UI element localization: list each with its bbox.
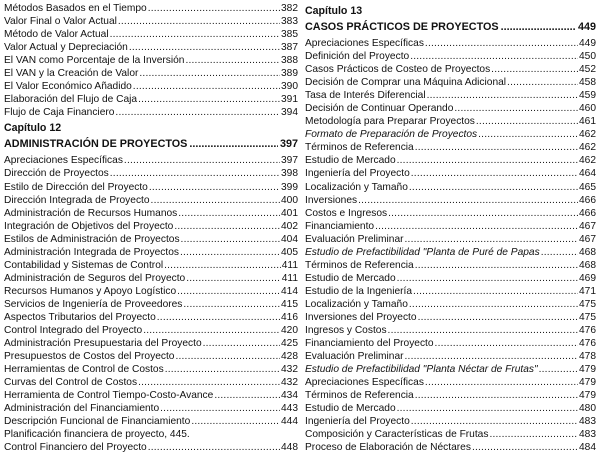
toc-entry-title: Ingresos y Costos [305,325,387,337]
toc-entry[interactable] [4,80,298,93]
chapter-12-entries [4,154,298,454]
toc-entry-page: 388 [281,55,298,67]
toc-entry-page: 411 [281,259,298,271]
toc-entry[interactable] [305,37,596,50]
toc-entry-page: 483 [579,429,596,441]
toc-entry-title: Planificación financiera de proyecto, 445. [4,429,190,441]
dot-leader [410,50,578,63]
toc-entry-page: 479 [579,364,596,376]
toc-entry-title: Metodología para Preparar Proyectos [305,116,475,128]
toc-entry-title: Ingeniería del Proyecto [305,416,410,428]
toc-entry-page: 469 [579,272,596,284]
toc-entry-title: Apreciaciones Específicas [305,38,424,49]
toc-entry[interactable] [4,272,298,285]
toc-entry[interactable] [4,106,298,119]
toc-entry[interactable] [4,233,298,246]
toc-entry-title: Costos e Ingresos [305,207,388,219]
toc-entry[interactable] [4,41,298,54]
toc-entry[interactable] [305,415,596,428]
toc-entry-title: Estilos de Administración de Proyectos [4,233,180,245]
dot-leader [454,102,578,115]
toc-entry[interactable] [4,376,298,389]
toc-entry-page: 467 [579,233,596,245]
toc-entry-title: Apreciaciones Específicas [305,377,424,389]
toc-entry[interactable] [4,93,298,106]
dot-leader [115,106,280,119]
toc-entry[interactable] [4,167,298,180]
toc-entry-page: 390 [281,81,298,93]
toc-entry[interactable] [305,207,596,220]
chapter-12-heading[interactable] [4,136,298,152]
toc-entry-page: 467 [579,220,596,232]
toc-entry-title: Términos de Referencia [305,390,414,402]
toc-entry-title: Estudio de Prefactibilidad "Planta Néctar de Frutas" [305,364,538,376]
chapter-13-title: CASOS PRÁCTICOS DE PROYECTOS [305,21,499,33]
chapter-12-page: 397 [279,138,298,151]
toc-entry[interactable] [4,441,298,454]
toc-entry[interactable] [4,259,298,272]
toc-entry-title: Valor Actual y Depreciación [4,42,128,54]
dot-leader [405,350,578,363]
toc-entry-page: 449 [579,38,596,49]
toc-entry-page: 459 [579,90,596,102]
dot-leader [405,233,578,246]
toc-entry-page: 411 [281,272,298,284]
toc-entry-page: 460 [579,103,596,115]
toc-entry-page: 465 [579,181,596,193]
toc-entry-page: 462 [579,129,596,141]
chapter-12-label: Capítulo 12 [4,122,62,135]
toc-entry-page: 462 [579,142,596,154]
toc-entry[interactable] [305,402,596,415]
toc-entry-page: 400 [281,194,298,206]
toc-entry-page: 389 [281,68,298,80]
toc-entry-page: 425 [281,338,298,350]
toc-entry-title: Ingeniería del Proyecto [305,168,410,180]
toc-entry[interactable] [305,115,596,128]
dot-leader [118,15,280,28]
toc-entry[interactable] [305,389,596,402]
toc-entry-page: 475 [579,311,596,323]
toc-entry-page: 478 [579,351,596,363]
toc-entry-title: Control Financiero del Proyecto [4,442,147,454]
toc-entry[interactable] [4,298,298,311]
dot-leader [186,272,281,285]
toc-entry-title: Valor Final o Valor Actual [4,16,117,28]
toc-entry-page: 402 [281,220,298,232]
toc-entry-page: 484 [579,442,596,454]
toc-entry-title: Proceso de Elaboración de Néctares [305,442,471,454]
toc-entry-page: 448 [281,442,298,454]
toc-entry[interactable] [305,441,596,454]
dot-leader [397,272,578,285]
toc-entry[interactable] [305,350,596,363]
dot-leader [138,376,280,389]
toc-entry-page: 468 [579,246,596,258]
toc-entry-page: 475 [579,298,596,310]
dot-leader [133,80,280,93]
toc-entry-page: 414 [281,285,298,297]
toc-entry-title: Administración Integrada de Proyectos [4,246,179,258]
toc-entry[interactable] [305,220,596,233]
toc-entry-title: Presupuestos de Costos del Proyecto [4,351,175,363]
toc-entry[interactable] [4,350,298,363]
dot-leader [164,259,281,272]
toc-entry[interactable] [4,389,298,402]
toc-entry[interactable] [4,285,298,298]
toc-entry-page: 416 [281,311,298,323]
dot-leader [180,246,280,259]
toc-entry-page: 405 [281,246,298,258]
toc-entry[interactable] [305,376,596,389]
toc-entry[interactable] [305,285,596,298]
dot-leader [388,207,578,220]
toc-entry-title: Casos Prácticos de Costeo de Proyectos [305,64,491,76]
dot-leader [541,246,578,259]
dot-leader [413,285,578,298]
toc-entry-page: 383 [281,16,298,28]
toc-entry-title: El VAN y la Creación de Valor [4,68,139,80]
toc-entry-title: Localización y Tamaño [305,181,408,193]
dot-leader [165,363,280,376]
toc-entry-page: 466 [579,207,596,219]
toc-entry-page: 394 [281,107,298,119]
toc-entry-title: Composición y Características de Frutas [305,429,489,441]
toc-entry-page: 443 [281,403,298,415]
toc-entry[interactable] [305,337,596,350]
toc-entry-title: Decisión de Comprar una Máquina Adicional [305,77,507,89]
toc-entry-title: Elaboración del Flujo de Caja [4,94,138,106]
dot-leader [491,63,578,76]
toc-entry[interactable] [305,324,596,337]
toc-entry-title: Decisión de Continuar Operando [305,103,454,115]
dot-leader [418,311,578,324]
dot-leader [185,54,280,67]
toc-entry-title: Evaluación Preliminar [305,351,404,363]
toc-entry[interactable] [305,102,596,115]
toc-entry[interactable] [4,2,298,15]
toc-entry-page: 483 [579,416,596,428]
dot-leader [388,324,578,337]
toc-entry[interactable] [305,141,596,154]
toc-entry[interactable] [4,337,298,350]
toc-entry-page: 444 [281,416,298,428]
toc-entry-page: 476 [579,338,596,350]
toc-entry-title: El Valor Económico Añadido [4,81,132,93]
toc-entry-page: 385 [281,29,298,41]
toc-entry-title: Aspectos Tributarios del Proyecto [4,311,156,323]
toc-entry[interactable] [305,311,596,324]
left-column [4,2,298,455]
toc-entry[interactable] [305,154,596,167]
dot-leader [507,76,578,89]
dot-leader [175,350,280,363]
toc-entry-title: Descripción Funcional de Financiamiento [4,416,191,428]
toc-entry[interactable] [4,324,298,337]
toc-entry-title: Estudio de Prefactibilidad "Planta de Puré de Papas [305,246,540,258]
toc-entry[interactable] [4,154,298,167]
right-column [305,2,596,455]
toc-entry-page: 476 [579,325,596,337]
dot-leader [476,115,578,128]
toc-entry-page: 398 [281,168,298,180]
toc-entry-page: 452 [579,64,596,76]
dot-leader [124,154,280,167]
dot-leader [148,441,280,454]
chapter-13-label: Capítulo 13 [305,5,363,17]
dot-leader [139,67,280,80]
toc-entry-page: 432 [281,364,298,376]
toc-entry-page: 466 [579,194,596,206]
toc-entry-page: 415 [281,298,298,310]
toc-entry-title: Financiamiento del Proyecto [305,338,434,350]
dot-leader [149,181,280,194]
toc-entry-title: Administración de Seguros del Proyecto [4,272,186,284]
dot-leader [411,415,578,428]
dot-leader [489,428,578,441]
dot-leader [160,402,280,415]
dot-leader [411,167,578,180]
toc-entry-title: Términos de Referencia [305,142,414,154]
toc-entry[interactable] [4,246,298,259]
toc-entry[interactable] [4,194,298,207]
dot-leader [157,311,280,324]
toc-entry-page: 471 [579,285,596,297]
toc-entry-title: Estudio de Mercado [305,272,396,284]
toc-entry-title: Estilo de Dirección del Proyecto [4,181,148,193]
toc-entry[interactable] [305,363,596,376]
toc-entry-page: 462 [579,155,596,167]
toc-entry-page: 461 [579,116,596,128]
dot-leader [415,389,578,402]
toc-entry-title: Términos de Referencia [305,259,414,271]
toc-entry-title: Estudio de Mercado [305,155,396,167]
toc-entry-page: 391 [281,94,298,106]
toc-entry[interactable] [305,63,596,76]
toc-entry-page: 397 [281,155,298,167]
toc-entry-page: 464 [579,168,596,180]
toc-entry-title: Financiamiento [305,220,375,232]
toc-entry[interactable] [4,181,298,194]
toc-entry-page: 420 [281,325,298,337]
toc-entry-page: 401 [281,207,298,219]
toc-entry[interactable] [4,402,298,415]
dot-leader [427,89,578,102]
toc-entry[interactable] [4,311,298,324]
dot-leader [472,441,578,454]
toc-entry-page: 382 [281,3,298,14]
toc-entry[interactable] [305,167,596,180]
toc-entry[interactable] [305,89,596,102]
toc-entry-title: Inversiones [305,194,358,206]
toc-entry-page: 399 [281,181,298,193]
toc-entry[interactable] [305,194,596,207]
dot-leader [148,2,280,15]
dot-leader [203,337,280,350]
toc-entry-title: Apreciaciones Específicas [4,155,123,167]
toc-entry-page: 404 [281,233,298,245]
toc-entry-page: 450 [579,51,596,63]
dot-leader [478,128,578,141]
toc-entry-title: Herramienta de Control Tiempo-Costo-Avance [4,390,214,402]
toc-entry-title: Integración de Objetivos del Proyecto [4,220,174,232]
toc-entry[interactable] [305,181,596,194]
toc-entry-page: 479 [579,390,596,402]
toc-entry-page: 434 [281,390,298,402]
dot-leader [183,298,280,311]
toc-entry[interactable] [4,54,298,67]
toc-entry-title: Recursos Humanos y Apoyo Logístico [4,285,177,297]
toc-entry-page: 480 [579,403,596,415]
toc-entry[interactable] [4,415,298,428]
toc-entry-title: Inversiones del Proyecto [305,311,417,323]
toc-entry-title: Administración del Financiamiento [4,403,160,415]
toc-entry-title: Estudio de la Ingeniería [305,285,413,297]
dot-leader [539,363,578,376]
dot-leader [110,167,280,180]
dot-leader [435,337,578,350]
toc-entry[interactable] [4,428,298,441]
toc-entry[interactable] [305,76,596,89]
dot-leader [178,207,280,220]
dot-leader [358,194,578,207]
toc-entry-title: Tasa de Interés Diferencial [305,90,426,102]
toc-entry[interactable] [305,298,596,311]
toc-entry-title: Servicios de Ingeniería de Proveedores [4,298,183,310]
dot-leader [415,141,578,154]
toc-entry-title: Dirección de Proyectos [4,168,109,180]
toc-entry[interactable] [4,15,298,28]
toc-entry-page: 479 [579,377,596,389]
dot-leader [191,415,280,428]
toc-entry[interactable] [305,272,596,285]
toc-entry-title: Administración de Recursos Humanos [4,207,178,219]
toc-entry-title: Definición del Proyecto [305,51,410,63]
dot-leader [138,93,280,106]
toc-entry[interactable] [305,246,596,259]
dot-leader [177,285,280,298]
dot-leader [397,402,578,415]
chapter-13-entries [305,37,596,455]
toc-entry-page: 432 [281,377,298,389]
toc-entry-title: Estudio de Mercado [305,403,396,415]
toc-entry[interactable] [305,259,596,272]
toc-entry[interactable] [4,220,298,233]
toc-entry[interactable] [4,207,298,220]
toc-entry-page: 468 [579,259,596,271]
dot-leader [375,220,578,233]
dot-leader [181,233,280,246]
toc-entry-title: Control Integrado del Proyecto [4,325,143,337]
toc-entry-page: 428 [281,351,298,363]
toc-entry-title: Curvas del Control de Costos [4,377,138,389]
toc-entry[interactable] [305,233,596,246]
dot-leader [129,41,280,54]
toc-entry[interactable] [4,28,298,41]
chapter-12-title: ADMINISTRACIÓN DE PROYECTOS [4,138,188,151]
toc-entry-title: Flujo de Caja Financiero [4,107,115,119]
toc-entry[interactable] [4,363,298,376]
toc-entry[interactable] [4,67,298,80]
chapter-13-page: 449 [577,21,596,33]
toc-entry-page: 387 [281,42,298,54]
chapter-13-heading[interactable] [305,19,596,35]
dot-leader [143,324,280,337]
toc-entry-title: Contabilidad y Sistemas de Control [4,259,164,271]
toc-entry-title: Administración Presupuestaria del Proyecto [4,338,202,350]
toc-entry-title: Localización y Tamaño [305,298,408,310]
dot-leader [415,259,578,272]
toc-entry-title: Método de Valor Actual [4,29,109,41]
dot-leader [174,220,280,233]
toc-entry-title: Formato de Preparación de Proyectos [305,129,478,141]
toc-entry[interactable] [305,428,596,441]
dot-leader [425,37,578,50]
entries-top-list [4,2,298,119]
toc-entry-title: Evaluación Preliminar [305,233,404,245]
toc-entry[interactable] [305,128,596,141]
toc-entry-title: Herramientas de Control de Costos [4,364,164,376]
dot-leader [110,28,280,41]
dot-leader [425,376,578,389]
toc-entry[interactable] [305,50,596,63]
dot-leader [397,154,578,167]
toc-entry-title: El VAN como Porcentaje de la Inversión [4,55,185,67]
dot-leader [151,194,280,207]
dot-leader [409,298,578,311]
toc-entry-title: Dirección Integrada de Proyecto [4,194,150,206]
toc-entry-title: Métodos Basados en el Tiempo [4,3,147,14]
dot-leader [409,181,578,194]
toc-entry-page: 458 [579,77,596,89]
dot-leader [214,389,280,402]
